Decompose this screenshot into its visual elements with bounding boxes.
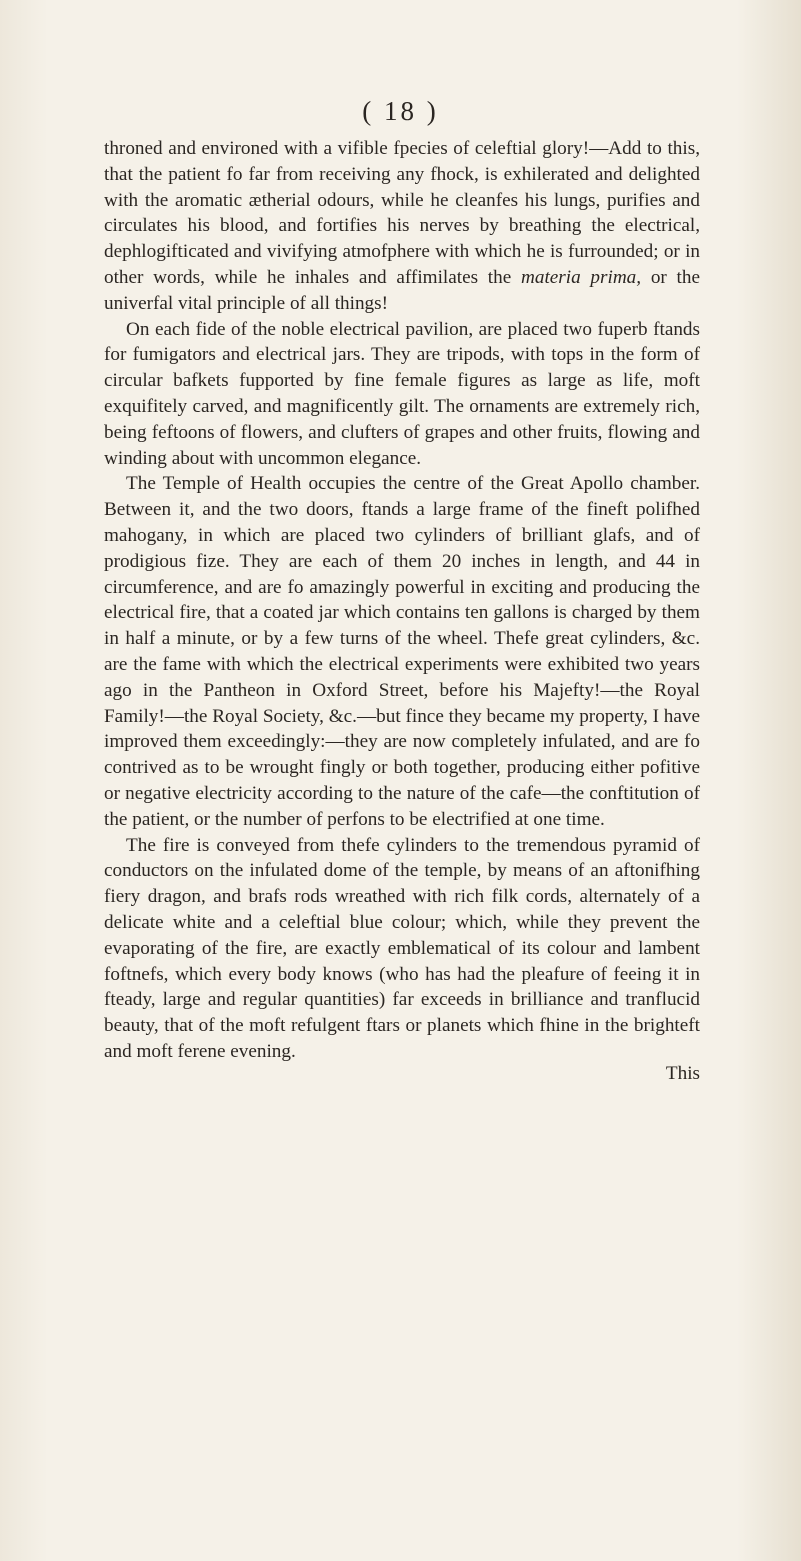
paragraph-1-italic: materia prima, bbox=[521, 266, 642, 288]
paragraph-1-text: throned and environed with a vifible fpecies of celeftial glory!—Add to this, that the patient fo far from receiving any fhock, is exhilerated and delighted with the aromatic ætherial odours, while he cleanfes his lungs, purifies and circulates his blood, and fortifies his nerves by breathing the electrical, dephlogifticated and vivifying atmofphere with which he is furrounded; or in other words, while he inhales and affimilates the bbox=[104, 138, 700, 288]
paragraph-4: The fire is conveyed from thefe cylinders to the tremendous pyramid of conductors on the infulated dome of the temple, by means of an aftonifhing fiery dragon, and brafs rods wreathed with rich filk cords, alternately of a delicate white and a celeftial blue colour; which, while they prevent the evaporating of the fire, are exactly emblematical of its colour and lambent foftnefs, which every body knows (who has had the pleafure of feeing it in fteady, large and regular quantities) far exceeds in brilliance and tranflucid beauty, that of the moft refulgent ftars or planets which fhine in the brighteft and moft ferene evening. bbox=[104, 834, 700, 1062]
paragraph-3: The Temple of Health occupies the centre of the Great Apollo chamber. Between it, and the two doors, ftands a large frame of the fineft polifhed mahogany, in which are placed two cylinders of brilliant glafs, and of prodigious fize. They are each of them 20 inches in length, and 44 in circumference, and are fo amazingly powerful in exciting and producing the electrical fire, that a coated jar which contains ten gallons is charged by them in half a minute, or by a few turns of the wheel. Thefe great cylinders, &c. are the fame with which the electrical experiments were exhibited two years ago in the Pantheon in Oxford Street, before his Majefty!—the Royal Family!—the Royal Society, &c.—but fince they became my property, I have improved them exceedingly:—they are now completely infulated, and are fo contrived as to be wrought fingly or both together, producing either pofitive or negative electricity according to the nature of the cafe—the conftitution of the patient, or the number of perfons to be electrified at one time. bbox=[104, 473, 700, 830]
paragraph-2: On each fide of the noble electrical pavilion, are placed two fuperb ftands for fumigators and electrical jars. They are tripods, with tops in the form of circular bafkets fupported by fine female figures as large as life, moft exquifitely carved, and magnificently gilt. The ornaments are extremely rich, being feftoons of flowers, and clufters of grapes and other fruits, flowing and winding about with uncommon elegance. bbox=[104, 318, 700, 469]
catchword: This bbox=[665, 1062, 700, 1084]
paragraph-1-tail: or the univerfal vital principle of all things! bbox=[104, 266, 700, 314]
body-text bbox=[104, 136, 700, 1086]
paragraph-1 bbox=[104, 136, 700, 317]
page-number-header: ( 18 ) bbox=[362, 96, 439, 126]
